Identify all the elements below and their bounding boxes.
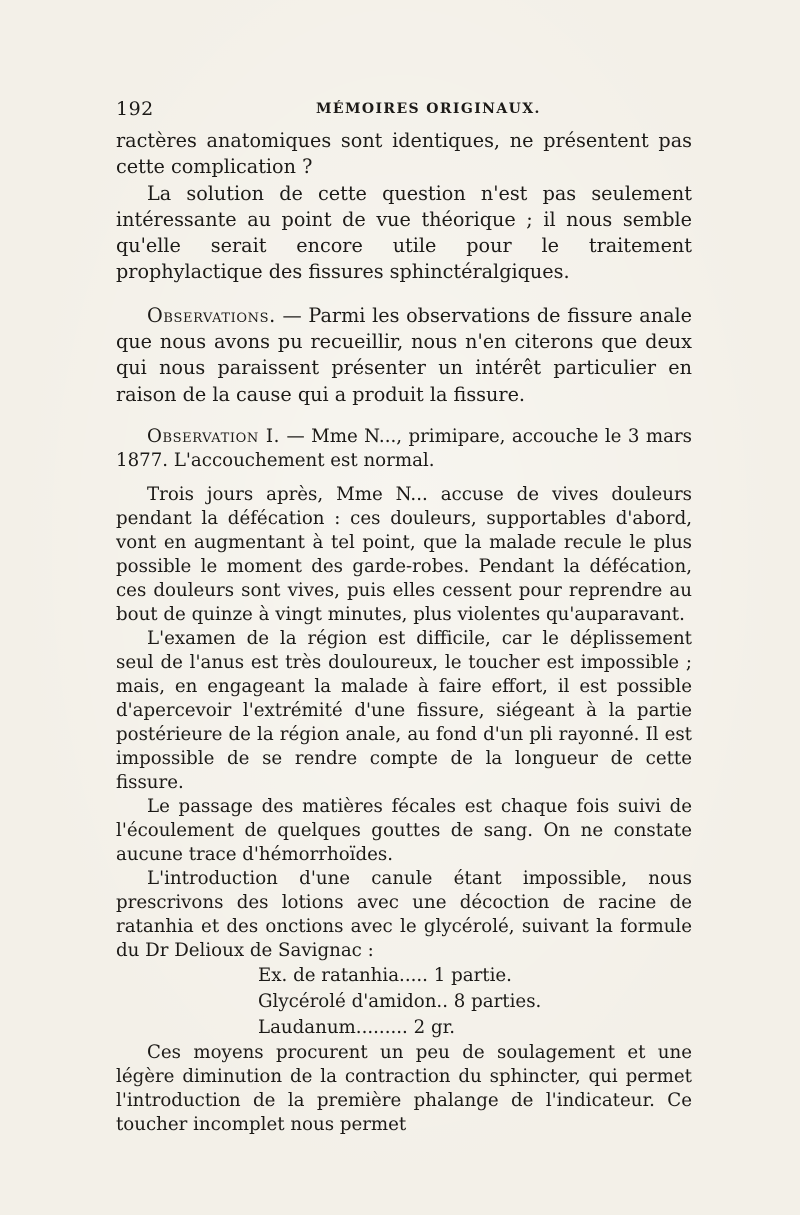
observations-text: — Parmi les observations de fissure anale que nous avons pu recueillir, nous n'en citerons que deux qui nous paraissent présenter un intérêt particulier en raison de la cause qui a produit la fissure.	[116, 303, 692, 406]
body-text	[116, 128, 692, 1137]
paragraph-observations	[116, 303, 692, 408]
formula-line: Ex. de ratanhia..... 1 partie.	[258, 964, 512, 986]
observations-heading: Observations.	[147, 303, 276, 327]
page-number: 192	[116, 98, 154, 120]
paragraph-relief: Ces moyens procurent un peu de soulagement et une légère diminution de la contraction du sphincter, qui permet l'introduction de la première phalange de l'indicateur. Ce toucher incomplet nous permet	[116, 1041, 692, 1135]
formula-line: Laudanum......... 2 gr.	[258, 1016, 456, 1038]
paragraph-solution: La solution de cette question n'est pas seulement intéressante au point de vue théorique ; il nous semble qu'elle serait encore utile pour le traitement prophylactique des fissures sphinctéralgiques.	[116, 181, 692, 284]
paragraph-observation-1	[116, 425, 692, 473]
paragraph-symptoms: Trois jours après, Mme N... accuse de vives douleurs pendant la défécation : ces douleurs, supportables d'abord, vont en augmentant à tel point, que la malade recule le plus possible le moment des garde-robes. Pendant la défécation, ces douleurs sont vives, puis elles cessent pour reprendre au bout de quinze à vingt minutes, plus violentes qu'auparavant.	[116, 483, 692, 625]
paragraph-examination: L'examen de la région est difficile, car le déplissement seul de l'anus est très douloureux, le toucher est impossible ; mais, en engageant la malade à faire effort, il est possible d'apercevoir l'extrémité d'une fissure, siégeant à la partie postérieure de la région anale, au fond d'un pli rayonné. Il est impossible de se rendre compte de la longueur de cette fissure.	[116, 627, 692, 793]
observation-1-text: — Mme N..., primipare, accouche le 3 mars 1877. L'accouchement est normal.	[116, 425, 692, 471]
prescription-formula	[258, 963, 692, 1041]
running-head: MÉMOIRES ORIGINAUX.	[316, 101, 541, 117]
page-header	[116, 98, 686, 126]
paragraph-bleeding: Le passage des matières fécales est chaque fois suivi de l'écoulement de quelques gouttes de sang. On ne constate aucune trace d'hémorrhoïdes.	[116, 795, 692, 865]
formula-line: Glycérolé d'amidon.. 8 parties.	[258, 990, 542, 1012]
observation-1-heading: Observation I.	[147, 425, 281, 447]
paragraph-continuation: ractères anatomiques sont identiques, ne présentent pas cette complication ?	[116, 129, 692, 179]
paragraph-treatment: L'introduction d'une canule étant impossible, nous prescrivons des lotions avec une décoction de racine de ratanhia et des onctions avec le glycérolé, suivant la formule du Dr Delioux de Savignac :	[116, 867, 692, 961]
